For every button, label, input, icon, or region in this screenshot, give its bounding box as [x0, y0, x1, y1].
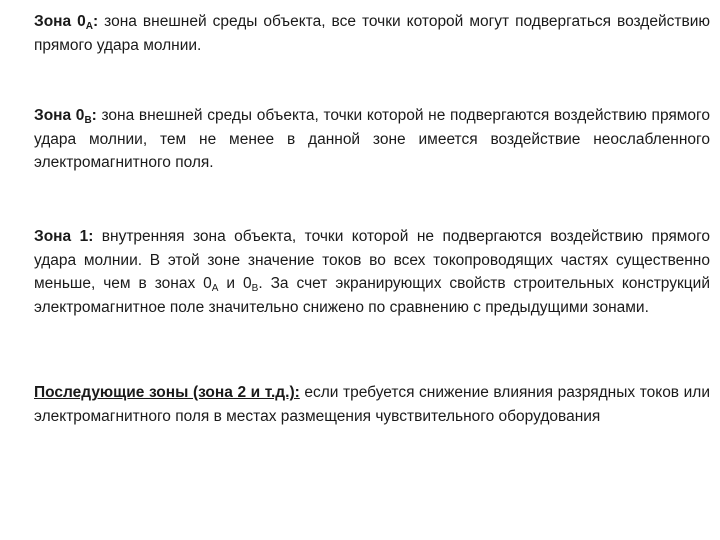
zone-0a-paragraph — [34, 10, 710, 57]
zone-0a-term-colon: : — [93, 13, 99, 30]
zone-0b-description: зона внешней среды объекта, точки которой не подвергаются воздействию прямого удара молнии, тем не менее в данной зоне имеется воздействие неослабленного электромагнитного поля. — [34, 107, 710, 171]
zone-0b-paragraph — [34, 104, 710, 175]
subsequent-zones-paragraph — [34, 381, 710, 428]
zone-1-subscript-b: В — [251, 283, 259, 294]
zone-0a-term-subscript: А — [85, 21, 94, 32]
zone-0a-description: зона внешней среды объекта, все точки которой могут подвергаться воздействию прямого удара молнии. — [34, 13, 710, 54]
subsequent-zones-term: Последующие зоны (зона 2 и т.д.): — [34, 384, 300, 401]
zone-0b-term-main: Зона 0 — [34, 107, 85, 124]
subsequent-zones-description: если требуется снижение влияния разрядных токов или электромагнитного поля в местах размещения чувствительного оборудования — [34, 384, 710, 425]
zone-1-description-part-a: внутренняя зона объекта, точки которой не подвергаются воздействию прямого удара молнии. В этой зоне значение токов во всех токопроводящих частях существенно меньше, чем в зонах 0 — [34, 228, 710, 292]
zone-1-description-part-c: . За счет экранирующих свойств строительных конструкций электромагнитное поле значительно снижено по сравнению с предыдущими зонами. — [34, 275, 710, 316]
zone-0b-term — [34, 107, 97, 124]
zone-1-subscript-a: А — [211, 283, 219, 294]
zone-0b-term-subscript: В — [84, 115, 92, 126]
zone-0a-term — [34, 13, 98, 30]
zone-1-term: Зона 1: — [34, 228, 94, 245]
zone-0a-term-main: Зона 0 — [34, 13, 86, 30]
zone-1-paragraph — [34, 225, 710, 319]
zone-1-description-part-b: и 0 — [218, 275, 252, 292]
zone-0b-term-colon: : — [91, 107, 97, 124]
